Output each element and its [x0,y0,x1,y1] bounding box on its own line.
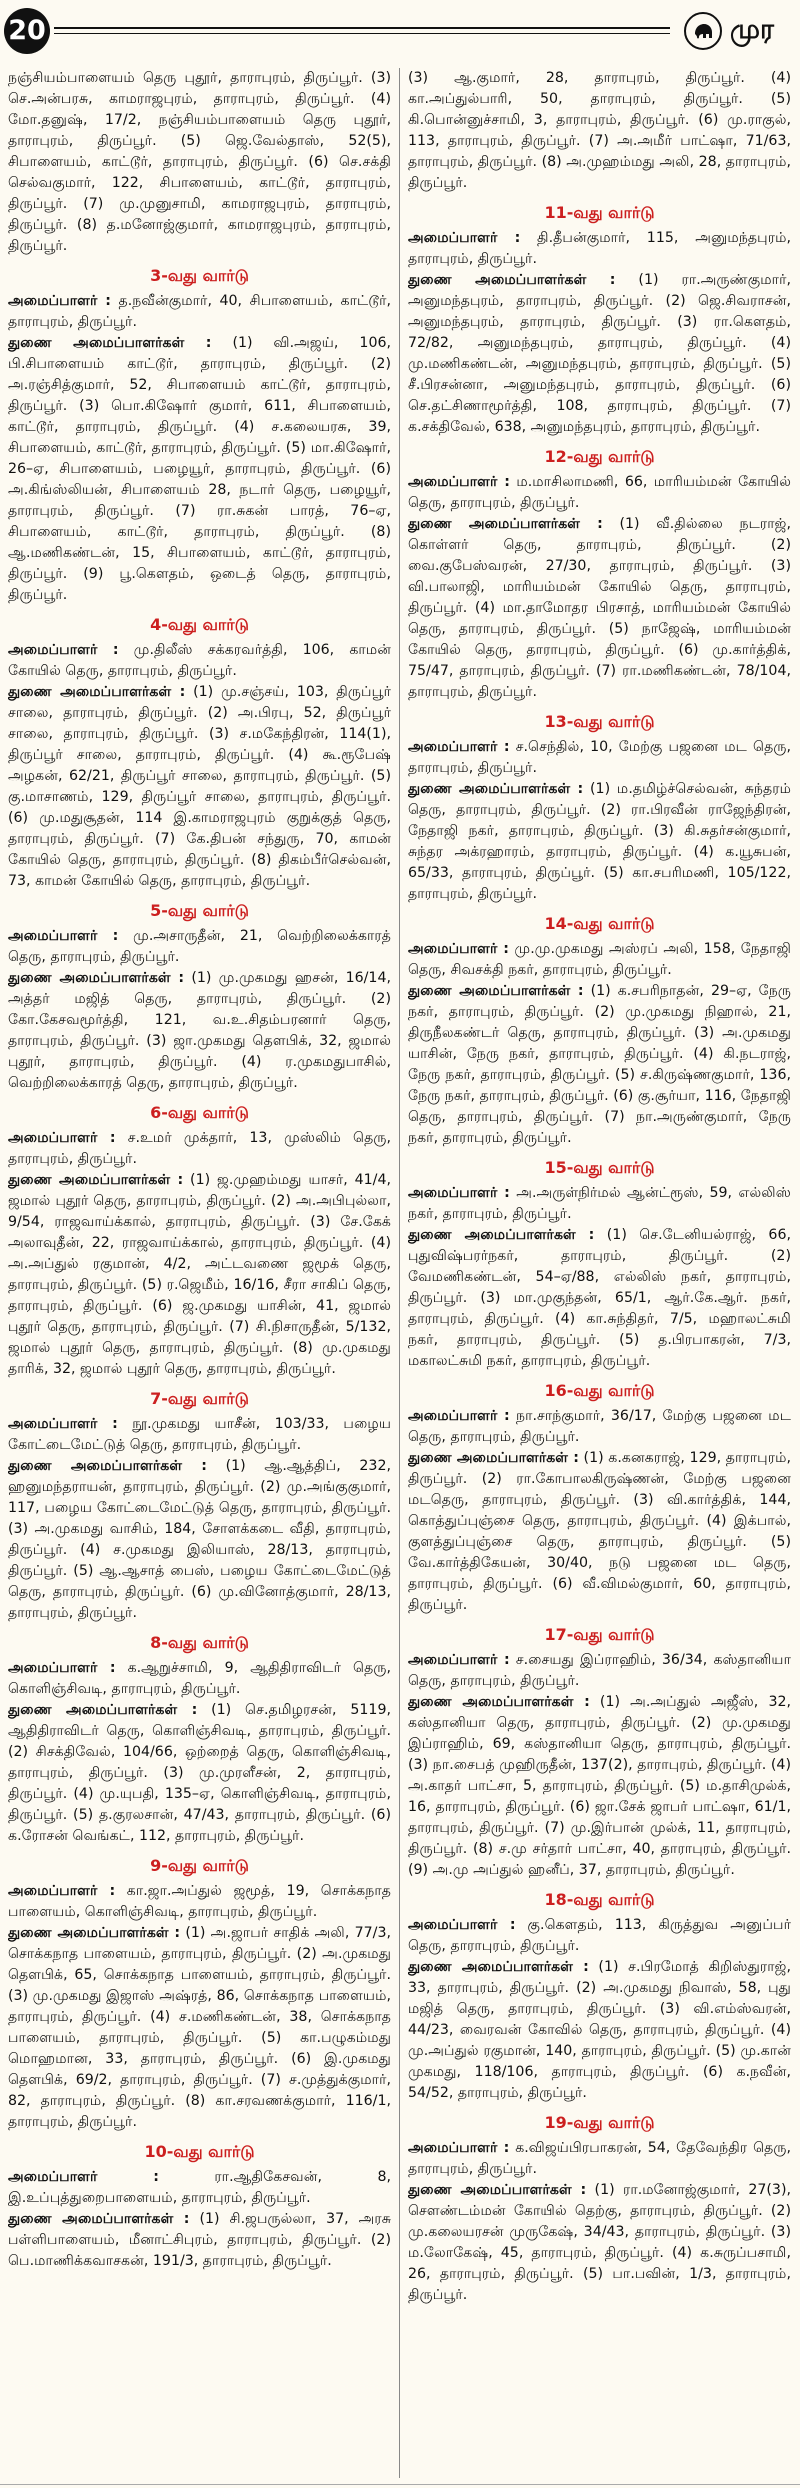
ward-title: 13-வது வார்டு [544,712,655,731]
organizer-entry [8,1881,391,1923]
deputies-entry [408,1448,791,1616]
ward-section [408,913,791,1149]
organizer-text: ரா.ஆதிகேசவன், 8, இ.உப்புத்துறைபாளையம், தாராபுரம், திருப்பூர். [8,2169,391,2206]
deputies-label: துணை அமைப்பாளர்கள் : [8,1172,184,1188]
deputies-label: துணை அமைப்பாளர்கள் : [8,684,186,700]
ward-section [408,1889,791,2104]
organizer-text: நா.சாந்குமார், 36/17, மேற்கு பஜனை மட தெரு, தாராபுரம், திருப்பூர். [408,1408,791,1445]
deputies-entry [8,1456,391,1624]
ward-section [8,1632,391,1847]
organizer-label: அமைப்பாளர் : [408,230,521,246]
organizer-text: க.விஜய்பிரபாகரன், 54, தேவேந்திர தெரு, தாராபுரம், திருப்பூர். [408,2140,791,2177]
deputies-label: துணை அமைப்பாளர்கள் : [408,781,584,797]
deputies-label: துணை அமைப்பாளர்கள் : [408,983,584,999]
organizer-entry [408,2138,791,2180]
ward-section [408,1380,791,1616]
organizer-label: அமைப்பாளர் : [408,1652,510,1668]
deputies-label: துணை அமைப்பாளர்கள் : [8,1458,207,1474]
deputies-entry [408,779,791,905]
ward-section [408,202,791,438]
ward-section [8,1855,391,2133]
deputies-label: துணை அமைப்பாளர்கள் : [8,1702,198,1718]
ward-title: 11-வது வார்டு [544,203,655,222]
deputies-text: (1) க.சபரிநாதன், 29–ஏ, நேரு நகர், தாராபுரம், திருப்பூர். (2) மு.முகமது நிஹால், 21, திருநீலகண்டர் தெரு, தாராபுரம், திருப்பூர். (3) அ.முகமது யாசின், நேரு நகர், தாராபுரம், திருப்பூர். (4) கி.நடராஜ், நேரு நகர், தாராபுரம், திருப்பூர். (5) ச.கிருஷ்ணகுமார், 136, நேரு நகர், தாராபுரம், திருப்பூர். (6) கு.சூர்யா, 116, நேதாஜி தெரு, தாராபுரம், திருப்பூர். (7) நா.அருண்குமார், நேரு நகர், தாராபுரம், திருப்பூர். [408,983,791,1146]
masthead-title: முர [730,14,774,45]
deputies-entry [8,968,391,1094]
organizer-label: அமைப்பாளர் : [8,1883,116,1899]
organizer-text: நூ.முகமது யாசீன், 103/33, பழைய கோட்டைமேட்டுத் தெரு, தாராபுரம், திருப்பூர். [8,1416,391,1453]
bottom-rule [0,2484,800,2485]
continued-paragraph: (3) ஆ.குமார், 28, தாராபுரம், திருப்பூர். (4) கா.அப்துல்பாரி, 50, தாராபுரம், திருப்பூர். (5) கி.பொன்னுச்சாமி, 3, தாராபுரம், திருப்பூர். (6) மு.ராகுல், 113, தாராபுரம், திருப்பூர். (7) அ.அமீர் பாட்ஷா, 71/63, தாராபுரம், திருப்பூர். (8) அ.முஹம்மது அலி, 28, தாராபுரம், திருப்பூர். [408,70,791,191]
deputies-text: (1) ஜ.முஹம்மது யாசர், 41/4, ஜமால் புதூர் தெரு, தாராபுரம், திருப்பூர். (2) அ.அபிபுல்லா, 9/54, ராஜவாய்க்கால், தாராபுரம், திருப்பூர். (3) சே.கேக் அலாவுதீன், 22, ராஜவாய்க்கால், தாராபுரம், திருப்பூர். (4) அ.அப்துல் ரகுமான், 4/2, அட்டவணை ஜமூக் தெரு, தாராபுரம், திருப்பூர். (5) ர.ஜெமீம், 16/16, சீரா சாகிப் தெரு, தாராபுரம், திருப்பூர். (6) ஜ.முகமது யாசின், 41, ஜமால் புதூர் தெரு, தாராபுரம், திருப்பூர். (7) சி.நிசாருதீன், 5/132, ஜமால் புதூர் தெரு, தாராபுரம், திருப்பூர். (8) மு.முகமது தாரிக், 32, ஜமால் புதூர் தெரு, தாராபுரம், திருப்பூர். [8,1172,391,1377]
organizer-label: அமைப்பாளர் : [408,474,510,490]
organizer-label: அமைப்பாளர் : [8,642,119,658]
organizer-text: க.ஆறுச்சாமி, 9, ஆதிதிராவிடர் தெரு, கொளிஞ்சிவடி, தாராபுரம், திருப்பூர். [8,1660,391,1697]
deputies-label: துணை அமைப்பாளர்கள் : [408,1694,590,1710]
deputies-label: துணை அமைப்பாளர்கள் : [408,1450,579,1466]
organizer-label: அமைப்பாளர் : [8,1416,118,1432]
organizer-entry [8,1414,391,1456]
deputies-text: (1) க.கனகராஜ், 129, தாராபுரம், திருப்பூர். (2) ரா.கோபாலகிருஷ்ணன், மேற்கு பஜனை மடதெரு, தாராபுரம், திருப்பூர். (3) வி.கார்த்திக், 144, கொத்துப்புஞ்சை தெரு, தாராபுரம், திருப்பூர். (4) இக்பால், குளத்துப்புஞ்சை தெரு, தாராபுரம், திருப்பூர். (5) வே.கார்த்திகேயன், 30/40, நடு பஜனை மட தெரு, தாராபுரம், திருப்பூர். (6) வீ.விமல்குமார், 60, தாராபுரம், திருப்பூர். [408,1450,791,1613]
deputies-text: (1) அ.ஜாபர் சாதிக் அலி, 77/3, சொக்கநாத பாளையம், தாராபுரம், திருப்பூர். (2) அ.முகமது தெளபிக், 65, சொக்கநாத பாளையம், தாராபுரம், திருப்பூர். (3) மு.முகமது இஜாஸ் அஷ்ரத், 86, சொக்கநாத பாளையம், தாராபுரம், திருப்பூர். (4) ச.மணிகண்டன், 38, சொக்கநாத பாளையம், தாராபுரம், திருப்பூர். (5) கா.பழுகம்மது மொஹமான, 33, தாராபுரம், திருப்பூர். (6) இ.முகமது தெளபிக், 69/2, தாராபுரம், திருப்பூர். (7) ச.முத்துக்குமார், 82, தாராபுரம், திருப்பூர். (8) கா.சரவணக்குமார், 116/1, தாராபுரம், திருப்பூர். [8,1925,391,2130]
organizer-entry [8,1128,391,1170]
organizer-entry [408,737,791,779]
deputies-text: (1) மு.முகமது ஹசன், 16/14, அத்தர் மஜித் தெரு, தாராபுரம், திருப்பூர். (2) கோ.கேசவமூர்த்தி, 121, வ.உ.சிதம்பரனார் தெரு, தாராபுரம், திருப்பூர். (3) ஜா.முகமது தெளபிக், 32, ஜமால் புதூர், தாராபுரம், திருப்பூர். (4) ர.முகமதுபாசில், வெற்றிலைக்காரத் தெரு, தாராபுரம், திருப்பூர். [8,970,391,1091]
organizer-label: அமைப்பாளர் : [408,2140,510,2156]
deputies-label: துணை அமைப்பாளர்கள் : [8,970,185,986]
deputies-label: துணை அமைப்பாளர்கள் : [408,1227,595,1243]
organizer-entry [8,2167,391,2209]
deputies-text: (1) மு.சஞ்சய், 103, திருப்பூர் சாலை, தாராபுரம், திருப்பூர். (2) அ.பிரபு, 52, திருப்பூர் சாலை, தாராபுரம், திருப்பூர். (3) ச.மகேந்திரன், 114(1), திருப்பூர் சாலை, தாராபுரம், திருப்பூர். (4) கூ.ரூபேஷ் அழகன், 62/21, திருப்பூர் சாலை, தாராபுரம், திருப்பூர். (5) கு.மாசாணம், 129, திருப்பூர் சாலை, தாராபுரம், திருப்பூர். (6) மு.மதுசூதன், 114 இ.காமராஜபுரம் குறுக்குத் தெரு, தாராபுரம், திருப்பூர். (7) கே.திபன் சந்துரு, 70, காமன் கோயில் தெரு, தாராபுரம், திருப்பூர். (8) திகம்பீர்செல்வன், 73, காமன் கோயில் தெரு, தாராபுரம், திருப்பூர். [8,684,391,889]
deputies-entry [408,981,791,1149]
ward-section [8,265,391,606]
ward-title: 6-வது வார்டு [150,1103,249,1122]
organizer-entry [8,291,391,333]
organizer-text: தி.தீபன்குமார், 115, அனுமந்தபுரம், தாராபுரம், திருப்பூர். [408,230,791,267]
header-rule-thin [54,33,670,34]
organizer-entry [408,472,791,514]
organizer-text: மு.அசாருதீன், 21, வெற்றிலைக்காரத் தெரு, தாராபுரம், திருப்பூர். [8,928,391,965]
ward-section [408,446,791,703]
deputies-entry [408,1692,791,1881]
ward-section [408,1624,791,1881]
header-rule [54,27,670,29]
organizer-label: அமைப்பாளர் : [408,739,510,755]
deputies-text: (1) ச.பிரமோத் கிறிஸ்துராஜ், 33, தாராபுரம், திருப்பூர். (2) அ.முகமது நிவாஸ், 58, புது மஜித் தெரு, தாராபுரம், திருப்பூர். (3) வி.எம்ஸ்வரன், 44/23, வைரவன் கோவில் தெரு, தாராபுரம், திருப்பூர். (4) மு.அப்துல் ரகுமான், 140, தாராபுரம், திருப்பூர். (5) மு.கான் முகமது, 118/106, தாராபுரம், திருப்பூர். (6) க.நவீன், 54/52, தாராபுரம், திருப்பூர். [408,1959,791,2101]
ward-title: 4-வது வார்டு [150,615,249,634]
deputies-text: (1) செ.தமிழரசன், 5119, ஆதிதிராவிடர் தெரு, கொளிஞ்சிவடி, தாராபுரம், திருப்பூர். (2) சிசக்திவேல், 104/66, ஒற்றைத் தெரு, கொளிஞ்சிவடி, தாராபுரம், திருப்பூர். (3) மு.முரளீசன், 2, தாராபுரம், திருப்பூர். (4) மு.யுபதி, 135–ஏ, கொளிஞ்சிவடி, தாராபுரம், திருப்பூர். (5) த.குரலசான், 47/43, தாராபுரம், திருப்பூர். (6) க.ரோசன் வெங்கட், 112, தாராபுரம், திருப்பூர். [8,1702,391,1844]
ward-section [8,614,391,892]
organizer-label: அமைப்பாளர் : [8,2169,159,2185]
deputies-entry [408,2180,791,2306]
organizer-label: அமைப்பாளர் : [408,941,509,957]
deputies-entry [408,514,791,703]
deputies-entry [408,1957,791,2104]
ward-title: 15-வது வார்டு [544,1158,655,1177]
ward-title: 10-வது வார்டு [144,2142,255,2161]
ward-title: 16-வது வார்டு [544,1381,655,1400]
ward-title: 19-வது வார்டு [544,2113,655,2132]
deputies-entry [8,1923,391,2133]
deputies-label: துணை அமைப்பாளர்கள் : [408,516,603,532]
organizer-label: அமைப்பாளர் : [8,1130,116,1146]
ward-title: 5-வது வார்டு [150,901,249,920]
deputies-text: (1) ஆ.ஆத்திப், 232, ஹனுமந்தராயன், தாராபுரம், திருப்பூர். (2) மு.அங்குகுமார், 117, பழைய கோட்டைமேட்டுத் தெரு, தாராபுரம், திருப்பூர். (3) அ.முகமது வாசிம், 184, சோளக்கடை வீதி, தாராபுரம், திருப்பூர். (4) ச.முகமது இலியாஸ், 28/13, தாராபுரம், திருப்பூர். (5) ஆ.ஆசாத் பைஸ், பழைய கோட்டைமேட்டுத் தெரு, தாராபுரம், திருப்பூர். (6) மு.வினோத்குமார், 28/13, தாராபுரம், திருப்பூர். [8,1458,391,1621]
ward-title: 18-வது வார்டு [544,1890,655,1909]
deputies-text: (1) ரா.மனோஜ்குமார், 27(3), சௌண்டம்மன் கோயில் தெற்கு, தாராபுரம், திருப்பூர். (2) மு.கலையரசன் முருகேஷ், 34/43, தாராபுரம், திருப்பூர். (3) ம.லோகேஷ், 45, தாராபுரம், திருப்பூர். (4) க.சுருப்பசாமி, 26, தாராபுரம், திருப்பூர். (5) பா.பவின், 1/3, தாராபுரம், திருப்பூர். [408,2182,791,2303]
ward-section [408,1157,791,1372]
organizer-label: அமைப்பாளர் : [8,1660,116,1676]
ward-section [408,2112,791,2306]
deputies-entry [8,1170,391,1380]
deputies-label: துணை அமைப்பாளர்கள் : [8,1925,181,1941]
deputies-text: (1) அ.அப்துல் அஜீஸ், 32, கஸ்தானியா தெரு, தாராபுரம், திருப்பூர். (2) மு.முகமது இப்ராஹிம், 69, கஸ்தானியா தெரு, தாராபுரம், திருப்பூர். (3) நா.சைபத் முஹிருதீன், 137(2), தாராபுரம், திருப்பூர். (4) அ.காதர் பாட்சா, 5, தாராபுரம், திருப்பூர். (5) ம.தாசிமுல்க், 16, தாராபுரம், திருப்பூர். (6) ஜா.சேக் ஜாபர் பாட்ஷா, 61/1, தாராபுரம், திருப்பூர். (7) மு.இர்பான் முல்க், 11, தாராபுரம், திருப்பூர். (8) ச.மு சர்தார் பாட்சா, 40, தாராபுரம், திருப்பூர். (9) அ.மு அப்துல் ஹனீப், 37, தாராபுரம், திருப்பூர். [408,1694,791,1878]
organizer-entry [408,1650,791,1692]
deputies-text: (1) வி.அஜய், 106, பி.சிபாளையம் காட்டூர், தாராபுரம், திருப்பூர். (2) அ.ரஞ்சித்குமார், 52, சிபாளையம் காட்டூர், தாராபுரம், திருப்பூர். (3) பொ.கிஷோர் குமார், 611, சிபாளையம், காட்டூர், தாராபுரம், திருப்பூர். (4) ச.கலையரசு, 39, சிபாளையம், காட்டூர், தாராபுரம், திருப்பூர். (5) மா.கிஷோர், 26–ஏ, சிபாளையம், பழையூர், தாராபுரம், திருப்பூர். (6) அ.கிங்ஸ்லியன், சிபாளையம் 28, நடார் தெரு, பழையூர், தாராபுரம், திருப்பூர். (7) ரா.சுகன் பாரத், 76–ஏ, சிபாளையம், காட்டூர், தாராபுரம், திருப்பூர். (8) ஆ.மணிகண்டன், 15, சிபாளையம், காட்டூர், தாராபுரம், திருப்பூர். (9) பூ.கௌதம், ஒடைத் தெரு, தாராபுரம், திருப்பூர். [8,335,391,603]
deputies-label: துணை அமைப்பாளர்கள் : [8,335,212,351]
deputies-label: துணை அமைப்பாளர்கள் : [408,1959,589,1975]
organizer-entry [408,939,791,981]
organizer-text: மு.திலீஸ் சக்கரவர்த்தி, 106, காமன் கோயில் தெரு, தாராபுரம், திருப்பூர். [8,642,391,679]
ward-section [408,711,791,905]
organizer-entry [408,1406,791,1448]
deputies-label: துணை அமைப்பாளர்கள் : [408,272,616,288]
organizer-entry [408,1183,791,1225]
deputies-text: (1) ம.தமிழ்ச்செல்வன், சுந்தரம் தெரு, தாராபுரம், திருப்பூர். (2) ரா.பிரவீன் ராஜேந்திரன், நேதாஜி நகர், தாராபுரம், திருப்பூர். (3) கி.சுதர்சன்குமார், சுந்தர அக்ரஹாரம், தாராபுரம், திருப்பூர். (4) க.யூசுபன், 65/33, தாராபுரம், திருப்பூர். (5) கா.சபரிமணி, 105/122, தாராபுரம், திருப்பூர். [408,781,791,902]
organizer-entry [8,926,391,968]
deputies-entry [408,270,791,438]
organizer-label: அமைப்பாளர் : [408,1185,510,1201]
organizer-text: கா.ஜா.அப்துல் ஜமூத், 19, சொக்கநாத பாளையம், கொளிஞ்சிவடி, தாராபுரம், திருப்பூர். [8,1883,391,1920]
organizer-label: அமைப்பாளர் : [408,1408,510,1424]
deputies-text: (1) சி.ஜபருல்லா, 37, அரசு பள்ளிபாளையம், மீனாட்சிபுரம், தாராபுரம், திருப்பூர். (2) பெ.மாணிக்கவாசகன், 191/3, தாராபுரம், திருப்பூர். [8,2211,391,2269]
organizer-entry [408,1915,791,1957]
organizer-text: ம.மாசிலாமணி, 66, மாரியம்மன் கோயில் தெரு, தாராபுரம், திருப்பூர். [408,474,791,511]
deputies-text: (1) செ.டேனியல்ராஜ், 66, புதுவிஷ்பரர்நகர், தாராபுரம், திருப்பூர். (2) வேமணிகண்டன், 54–ஏ/88, எல்லிஸ் நகர், தாராபுரம், திருப்பூர். (3) மா.முகுந்தன், 65/1, ஆர்.கே.ஆர். நகர், தாராபுரம், திருப்பூர். (4) கா.சுந்திதர், 7/5, மஹாலட்சுமி நகர், தாராபுரம், திருப்பூர். (5) த.பிரபாகரன், 7/3, மகாலட்சுமி நகர், தாராபுரம், திருப்பூர். [408,1227,791,1369]
ward-title: 9-வது வார்டு [150,1856,249,1875]
organizer-text: ச.செந்தில், 10, மேற்கு பஜனை மட தெரு, தாராபுரம், திருப்பூர். [408,739,791,776]
deputies-entry [8,333,391,606]
organizer-text: ச.உமர் முக்தார், 13, முஸ்லிம் தெரு, தாராபுரம், திருப்பூர். [8,1130,391,1167]
column-divider [399,68,400,2478]
deputies-entry [8,1700,391,1847]
right-column [408,68,791,2480]
masthead-logo [684,12,722,50]
organizer-text: அ.அருள்நிர்மல் ஆன்ட்ரூஸ், 59, எல்லிஸ் நகர், தாராபுரம், திருப்பூர். [408,1185,791,1222]
organizer-label: அமைப்பாளர் : [8,293,111,309]
organizer-text: த.நவீன்குமார், 40, சிபாளையம், காட்டூர், தாராபுரம், திருப்பூர். [8,293,391,330]
organizer-label: அமைப்பாளர் : [8,928,119,944]
ward-title: 7-வது வார்டு [150,1389,249,1408]
ward-title: 17-வது வார்டு [544,1625,655,1644]
deputies-text: (1) வீ.தில்லை நடராஜ், கொள்ளர் தெரு, தாராபுரம், திருப்பூர். (2) வை.குபேஸ்வரன், 27/30, தாராபுரம், திருப்பூர். (3) வி.பாலாஜி, மாரியம்மன் கோயில் தெரு, தாராபுரம், திருப்பூர். (4) மா.தாமோதர பிரசாத், மாரியம்மன் கோயில் தெரு, தாராபுரம், திருப்பூர். (5) நாஜேஷ், மாரியம்மன் கோயில் தெரு, தாராபுரம், திருப்பூர். (6) மு.கார்த்திக், 75/47, தாராபுரம், திருப்பூர். (7) ரா.மணிகண்டன், 78/104, தாராபுரம், திருப்பூர். [408,516,791,700]
organizer-entry [8,1658,391,1700]
ward-title: 8-வது வார்டு [150,1633,249,1652]
organizer-label: அமைப்பாளர் : [408,1917,516,1933]
organizer-text: கு.கௌதம், 113, கிருத்துவ அனுப்பர் தெரு, தாராபுரம், திருப்பூர். [408,1917,791,1954]
organizer-text: மு.மு.முகமது அஸ்ரப் அலி, 158, நேதாஜி தெரு, சிவசக்தி நகர், தாராபுரம், திருப்பூர். [408,941,791,978]
deputies-entry [8,682,391,892]
ward-section [8,1388,391,1624]
left-column [8,68,391,2480]
ward-title: 12-வது வார்டு [544,447,655,466]
deputies-label: துணை அமைப்பாளர்கள் : [408,2182,587,2198]
deputies-entry [8,2209,391,2272]
page-number: 20 [4,8,50,54]
organizer-entry [8,640,391,682]
ward-section [8,900,391,1094]
deputies-entry [408,1225,791,1372]
page-header [0,0,800,66]
ward-section [8,2141,391,2272]
elephant-icon [692,20,714,42]
ward-section [8,1102,391,1380]
deputies-label: துணை அமைப்பாளர்கள் : [8,2211,190,2227]
organizer-text: ச.சையது இப்ராஹிம், 36/34, கஸ்தானியா தெரு, தாராபுரம், திருப்பூர். [408,1652,791,1689]
ward-title: 3-வது வார்டு [150,266,249,285]
organizer-entry [408,228,791,270]
ward-title: 14-வது வார்டு [544,914,655,933]
continued-paragraph: நஞ்சியம்பாளையம் தெரு புதூர், தாராபுரம், திருப்பூர். (3) செ.அன்பரசு, காமராஜபுரம், தாராபுரம், திருப்பூர். (4) மோ.தனுஷ், 17/2, நஞ்சியம்பாளையம் தெரு புதூர், தாராபுரம், திருப்பூர். (5) ஜெ.வேல்தாஸ், 52(5), சிபாளையம், காட்டூர், தாராபுரம், திருப்பூர். (6) செ.சக்தி செல்வகுமார், 122, சிபாளையம், காட்டூர், தாராபுரம், திருப்பூர். (7) மு.முனுசாமி, காமராஜபுரம், தாராபுரம், திருப்பூர். (8) த.மனோஜ்குமார், காமராஜபுரம், தாராபுரம், திருப்பூர். [8,70,391,254]
deputies-text: (1) ரா.அருண்குமார், அனுமந்தபுரம், தாராபுரம், திருப்பூர். (2) ஜெ.சிவராசன், அனுமந்தபுரம், தாராபுரம், திருப்பூர். (3) ரா.கௌதம், 72/82, அனுமந்தபுரம், தாராபுரம், திருப்பூர். (4) மு.மணிகண்டன், அனுமந்தபுரம், தாராபுரம், திருப்பூர். (5) சீ.பிரசன்னா, அனுமந்தபுரம், தாராபுரம், திருப்பூர். (6) செ.தட்சிணாமூர்த்தி, 108, தாராபுரம், திருப்பூர். (7) க.சக்திவேல், 638, அனுமந்தபுரம், தாராபுரம், திருப்பூர். [408,272,791,435]
